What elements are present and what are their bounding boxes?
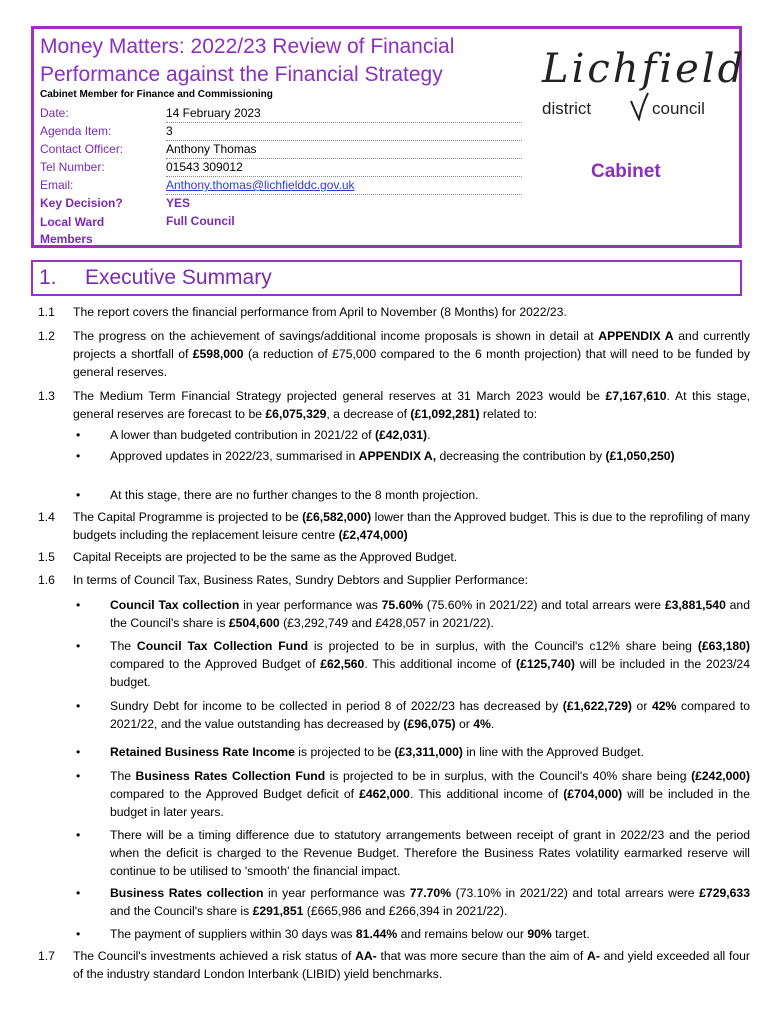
decision-value: YES [166, 196, 191, 210]
decision-label: Key Decision? [40, 196, 123, 210]
title-line-1: Money Matters: 2022/23 Review of Financial [40, 35, 455, 58]
bullet-icon: • [76, 886, 81, 900]
section-number: 1. [39, 266, 57, 289]
paragraph-text: The Capital Programme is projected to be (£6,582,000) lower than the Approved budget. This is due to the reprofiling of many budgets including the replacement leisure centre (£2,474,000) [73, 510, 750, 542]
paragraph-number: 1.7 [38, 949, 55, 963]
paragraph-number: 1.2 [38, 329, 55, 343]
section-title: Executive Summary [85, 266, 272, 289]
paragraph-number: 1.1 [38, 305, 55, 319]
ward-value: Full Council [166, 214, 235, 228]
paragraph-1-3 [38, 387, 750, 423]
title-line-2: Performance against the Financial Strategy [40, 63, 443, 86]
report-header [31, 26, 747, 248]
bullet-icon: • [76, 449, 81, 463]
ward-label [40, 214, 104, 248]
paragraph-number: 1.4 [38, 510, 55, 524]
paragraph-1-1 [38, 303, 750, 321]
date-label: Date: [40, 106, 69, 120]
paragraph-number: 1.3 [38, 389, 55, 403]
paragraph-text: The Council's investments achieved a risk status of AA- that was more secure than the aim of A- and yield exceeded all four of the industry standard London Interbank (LIBID) yield benchmarks. [73, 949, 750, 981]
bullet-icon: • [76, 927, 81, 941]
committee-name: Cabinet [591, 161, 661, 182]
paragraph-text: In terms of Council Tax, Business Rates, Sundry Debtors and Supplier Performance: [73, 573, 528, 587]
paragraph-1-7 [38, 947, 750, 983]
section-heading [31, 260, 742, 296]
paragraph-1-5 [38, 548, 750, 566]
tel-label: Tel Number: [40, 160, 105, 174]
logo-sub-right: council [652, 99, 705, 118]
cabinet-member: Cabinet Member for Finance and Commissioning [40, 89, 273, 100]
list-item: • There will be a timing difference due to statutory arrangements between receipt of grant in 2022/23 and the period when the deficit is charged to the Revenue Budget. Therefore the Business Rates volatility earmarked reserve will continue to be utilised to 'smooth' the financial impact. [76, 828, 750, 878]
council-logo [534, 41, 747, 121]
list-item: • Council Tax collection in year performance was 75.60% (75.60% in 2021/22) and total arrears were £3,881,540 and the Council's share is £504,600 (£3,292,749 and £428,057 in 2021/22). [76, 598, 750, 630]
list-item: • Sundry Debt for income to be collected in period 8 of 2022/23 has decreased by (£1,622,729) or 42% compared to 2021/22, and the value outstanding has decreased by (£96,075) or 4%. [76, 699, 751, 731]
logo-sub-left: district [542, 99, 592, 118]
list-item: • The Council Tax Collection Fund is projected to be in surplus, with the Council's c12% share being (£63,180) compared to the Approved Budget of £62,560. This additional income of (£125,740) will be included in the 2023/24 budget. [76, 639, 750, 689]
logo-tick-icon [628, 91, 650, 121]
email-field [166, 177, 522, 195]
paragraph-1-6 [38, 571, 750, 589]
officer-label: Contact Officer: [40, 142, 124, 156]
officer-value: Anthony Thomas [166, 141, 522, 159]
paragraph-text: The report covers the financial performance from April to November (8 Months) for 2022/23. [73, 305, 567, 319]
paragraph-text: The Medium Term Financial Strategy projected general reserves at 31 March 2023 would be £7,167,610. At this stage, general reserves are forecast to be £6,075,329, a decrease of (£1,092,281) related to: [73, 389, 750, 421]
list-item: • The Business Rates Collection Fund is projected to be in surplus, with the Council's 40% share being (£242,000) compared to the Approved Budget deficit of £462,000. This additional income of (£704,000) will be included in the budget in later years. [76, 769, 751, 819]
bullet-icon: • [76, 488, 81, 502]
list-item: • Business Rates collection in year performance was 77.70% (73.10% in 2021/22) and total arrears were £729,633 and the Council's share is £291,851 (£665,986 and £266,394 in 2021/22). [76, 886, 750, 918]
report-title [40, 33, 560, 89]
bullet-icon: • [76, 428, 81, 442]
email-label: Email: [40, 178, 74, 192]
list-item: • At this stage, there are no further changes to the 8 month projection. [76, 488, 479, 502]
list-item: • Retained Business Rate Income is projected to be (£3,311,000) in line with the Approved Budget. [76, 745, 644, 759]
email-link[interactable]: Anthony.thomas@lichfielddc.gov.uk [166, 178, 355, 192]
bullet-icon: • [76, 699, 81, 713]
ward-label-line-1: Local Ward [40, 215, 105, 229]
agenda-value: 3 [166, 123, 522, 141]
date-value: 14 February 2023 [166, 105, 522, 123]
paragraph-text: The progress on the achievement of savings/additional income proposals is shown in detail at APPENDIX A and currently projects a shortfall of £598,000 (a reduction of £75,000 compared to the 6 month projection) that will need to be funded by general reserves. [73, 329, 750, 379]
bullet-icon: • [76, 828, 81, 842]
list-item: • The payment of suppliers within 30 days was 81.44% and remains below our 90% target. [76, 927, 590, 941]
list-item: • A lower than budgeted contribution in 2021/22 of (£42,031). [76, 428, 431, 442]
tel-value: 01543 309012 [166, 159, 522, 177]
paragraph-number: 1.6 [38, 573, 55, 587]
paragraph-1-2 [38, 327, 750, 381]
logo-wordmark: Lichfield [542, 46, 747, 92]
paragraph-1-4 [38, 508, 750, 544]
paragraph-text: Capital Receipts are projected to be the same as the Approved Budget. [73, 550, 458, 564]
bullet-icon: • [76, 598, 81, 612]
bullet-icon: • [76, 745, 81, 759]
bullet-icon: • [76, 639, 81, 653]
paragraph-number: 1.5 [38, 550, 55, 564]
list-item: • Approved updates in 2022/23, summarised in APPENDIX A, decreasing the contribution by (£1,050,250) [76, 449, 675, 463]
agenda-label: Agenda Item: [40, 124, 112, 138]
bullet-icon: • [76, 769, 81, 783]
ward-label-line-2: Members [40, 232, 93, 246]
